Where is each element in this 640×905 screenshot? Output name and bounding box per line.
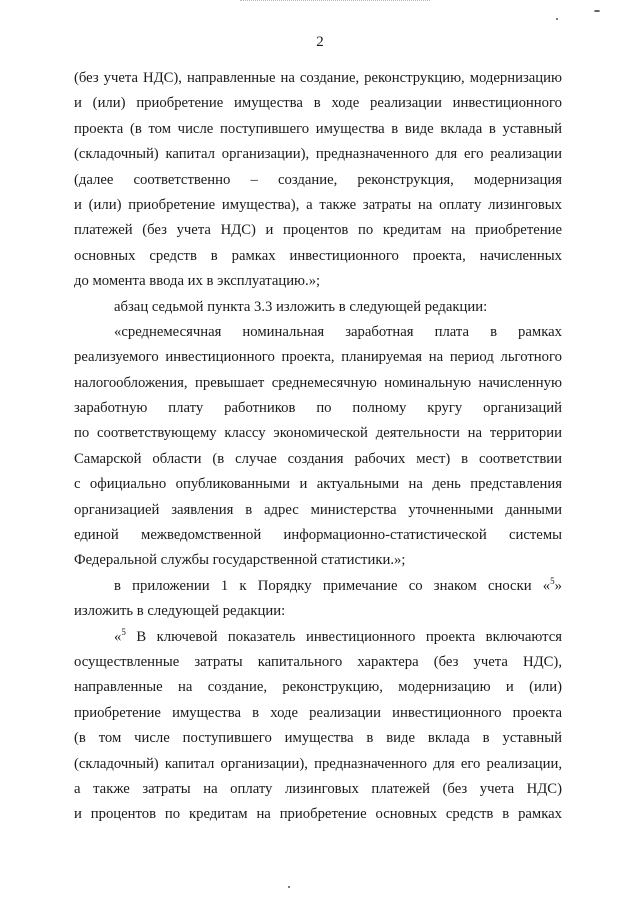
text-line: абзац седьмой пункта 3.3 изложить в следующей редакции:	[114, 298, 488, 315]
text-line	[74, 574, 562, 599]
text-line: «среднемесячная номинальная заработная плата в рамках	[114, 323, 562, 340]
text-line: а также затраты на оплату лизинговых платежей (без учета НДС)	[74, 780, 562, 797]
text-line: по соответствующему классу экономической деятельности на территории	[74, 425, 562, 442]
text-line: до момента ввода их в эксплуатацию.»;	[74, 273, 321, 290]
scan-edge-mark	[240, 0, 430, 1]
page-number: 2	[316, 34, 324, 50]
text-line: направленные на создание, реконструкцию, модернизацию и (или)	[74, 679, 562, 696]
text-line: заработную плату работников по полному кругу организаций	[74, 400, 562, 417]
paragraph-lkp-definition-end	[74, 66, 562, 295]
text-line: изложить в следующей редакции:	[74, 603, 286, 620]
text-line: (складочный) капитал организации), предназначенного для его реализации	[74, 146, 562, 163]
text-line: Федеральной службы государственной статистики.»;	[74, 552, 406, 569]
document-body	[74, 66, 562, 828]
text-line: и (или) приобретение имущества в ходе реализации инвестиционного	[74, 95, 562, 112]
text-fragment: «	[114, 628, 122, 645]
text-line: осуществленные затраты капитального характера (без учета НДС),	[74, 653, 562, 670]
text-line: (в том числе поступившего имущества в виде вклада в уставный	[74, 730, 562, 747]
text-line: (без учета НДС), направленные на создание, реконструкцию, модернизацию	[74, 70, 562, 86]
text-line: единой межведомственной информационно-статистической системы	[74, 527, 562, 544]
text-line: (далее соответственно – создание, реконструкция, модернизация	[74, 171, 562, 188]
text-line: и (или) приобретение имущества), а также затраты на оплату лизинговых	[74, 196, 562, 213]
text-line: основных средств в рамках инвестиционного проекта, начисленных	[74, 247, 562, 264]
scan-speck	[594, 10, 600, 12]
paragraph-appendix-note	[74, 574, 562, 625]
text-fragment: в приложении 1 к Порядку примечание со знаком сноски «	[114, 577, 551, 594]
text-line: реализуемого инвестиционного проекта, планируемая на период льготного	[74, 349, 562, 366]
text-line: организацией заявления в адрес министерства уточненными данными	[74, 501, 562, 518]
paragraph-average-wage	[74, 320, 562, 574]
paragraph-amendment-3-3	[74, 295, 562, 320]
paragraph-footnote-5	[74, 625, 562, 828]
text-line: налогообложения, превышает среднемесячную номинальную начисленную	[74, 374, 562, 391]
text-line: и процентов по кредитам на приобретение основных средств в рамках	[74, 806, 562, 823]
scan-speck	[288, 886, 290, 888]
text-line: платежей (без учета НДС) и процентов по кредитам на приобретение	[74, 222, 562, 239]
text-line: с официально опубликованными и актуальными на день представления	[74, 476, 562, 493]
text-fragment: В ключевой показатель инвестиционного проекта включаются	[125, 628, 562, 645]
footnote-mark: 5	[121, 626, 126, 637]
text-fragment: »	[554, 577, 562, 594]
text-line: (складочный) капитал организации), предназначенного для его реализации,	[74, 755, 562, 772]
text-line: Самарской области (в случае создания рабочих мест) в соответствии	[74, 450, 562, 467]
text-line	[74, 625, 562, 650]
scan-speck	[556, 18, 558, 20]
text-line: проекта (в том числе поступившего имущества в виде вклада в уставный	[74, 120, 562, 137]
footnote-mark: 5	[550, 575, 555, 586]
text-line: приобретение имущества в ходе реализации инвестиционного проекта	[74, 704, 562, 721]
